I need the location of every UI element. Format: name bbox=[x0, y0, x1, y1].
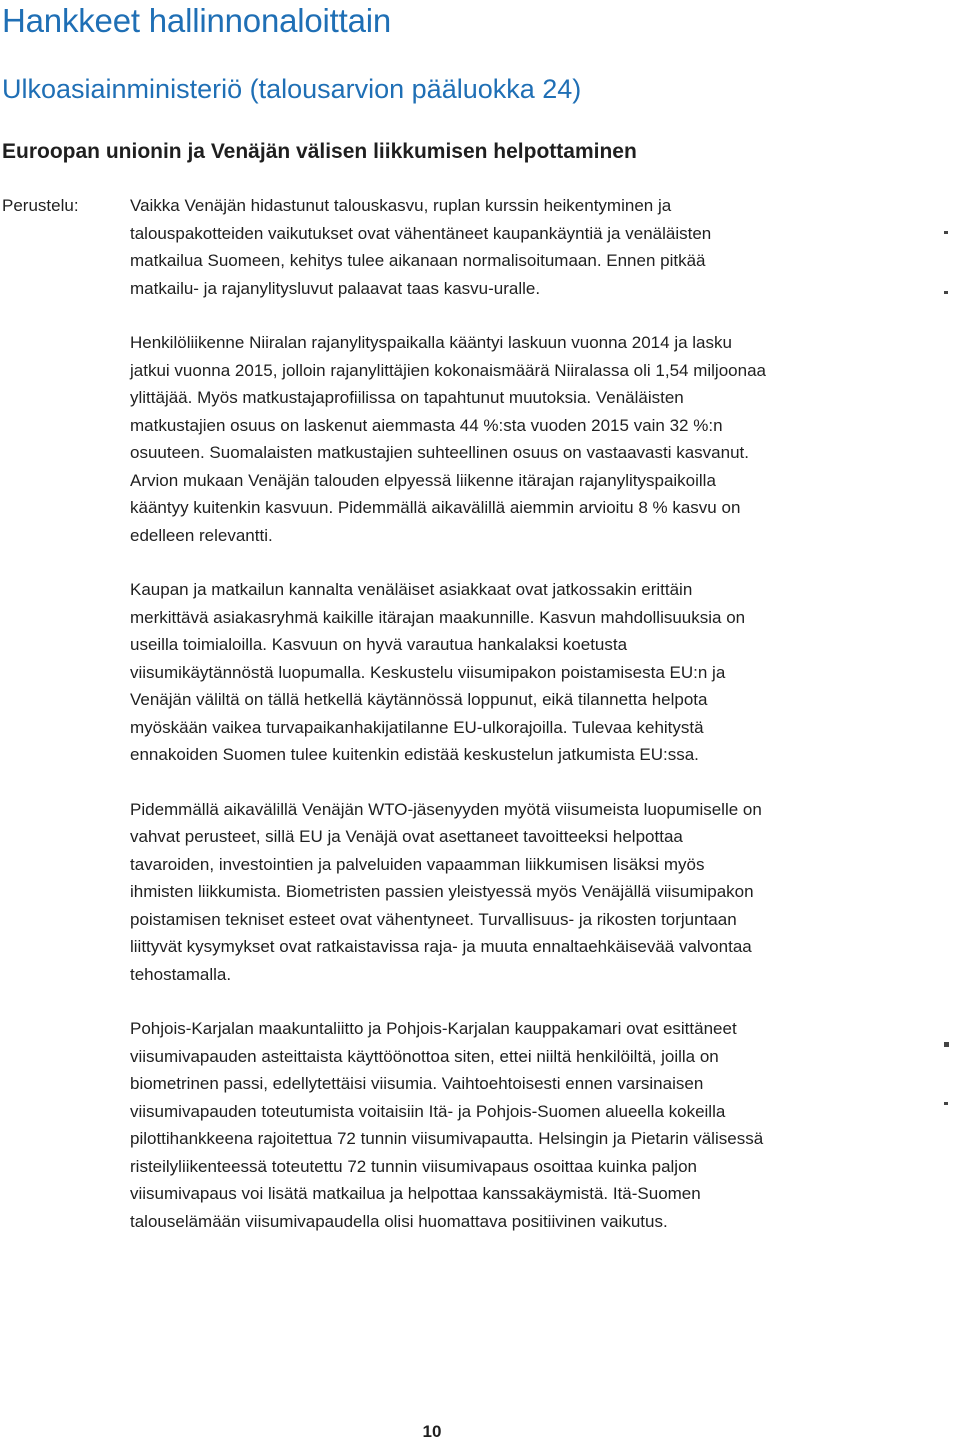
text-line: jatkui vuonna 2015, jolloin rajanylittäjien kokonaismäärä Niiralassa oli 1,54 miljoonaa bbox=[130, 360, 766, 380]
page-title: Hankkeet hallinnonaloittain bbox=[2, 2, 392, 39]
text-line: kääntyy kuitenkin kasvuun. Pidemmällä aikavälillä aiemmin arvioitu 8 % kasvu on bbox=[130, 498, 741, 517]
scan-speck bbox=[944, 231, 948, 234]
scan-speck bbox=[944, 291, 948, 294]
body-text bbox=[130, 192, 870, 1235]
text-line: Henkilöliikenne Niiralan rajanylityspaikalla kääntyi laskuun vuonna 2014 ja lasku bbox=[130, 333, 732, 352]
text-line: viisumivapaus voi lisätä matkailua ja helpottaa kanssakäymistä. Itä-Suomen bbox=[130, 1184, 701, 1203]
text-line: Pohjois-Karjalan maakuntaliitto ja Pohjois-Karjalan kauppakamari ovat esittäneet bbox=[130, 1019, 737, 1038]
text-line: tehostamalla. bbox=[130, 964, 232, 984]
text-line: poistamisen tekniset esteet ovat vähentyneet. Turvallisuus- ja rikosten torjuntaan bbox=[130, 909, 737, 929]
text-line: matkustajien osuus on laskenut aiemmasta 44 %:sta vuoden 2015 vain 32 %:n bbox=[130, 415, 723, 435]
text-line: edelleen relevantti. bbox=[130, 525, 273, 545]
text-line: risteilyliikenteessä toteutettu 72 tunnin viisumivapaus osoittaa kuinka paljon bbox=[130, 1156, 697, 1176]
text-line: useilla toimialoilla. Kasvuun on hyvä varautua hankalaksi koetusta bbox=[130, 635, 628, 654]
text-line: vahvat perusteet, sillä EU ja Venäjä ovat asettaneet tavoitteeksi helpottaa bbox=[130, 827, 683, 846]
text-line: tavaroiden, investointien ja palveluiden vapaamman liikkumisen lisäksi myös bbox=[130, 854, 705, 874]
text-line: viisumikäytännöstä luopumalla. Keskustelu viisumipakon poistamisesta EU:n ja bbox=[130, 662, 726, 682]
text-line: ylittäjää. Myös matkustajaprofiilissa on tapahtunut muutoksia. Venäläisten bbox=[130, 388, 684, 407]
section-label: Perustelu: bbox=[2, 196, 79, 215]
text-line: ihmisten liikkumista. Biometristen passien yleistyessä myös Venäjällä viisumipakon bbox=[130, 882, 754, 901]
paragraph-5 bbox=[130, 1015, 870, 1235]
paragraph-4 bbox=[130, 796, 870, 989]
paragraph-2 bbox=[130, 329, 870, 549]
text-line: Venäjän väliltä on tällä hetkellä käytännössä loppunut, eikä tilannetta helpota bbox=[130, 690, 708, 709]
text-line: talouselämään viisumivapaudella olisi huomattava positiivinen vaikutus. bbox=[130, 1211, 668, 1231]
text-line: ennakoiden Suomen tulee kuitenkin edistää keskustelun jatkumista EU:ssa. bbox=[130, 745, 699, 764]
paragraph-3 bbox=[130, 576, 870, 769]
text-line: pilottihankkeena rajoitettua 72 tunnin viisumivapautta. Helsingin ja Pietarin välisessä bbox=[130, 1129, 764, 1148]
text-line: myöskään vaikea turvapaikanhakijatilanne EU-ulkorajoilla. Tulevaa kehitystä bbox=[130, 717, 704, 737]
text-line: Arvion mukaan Venäjän talouden elpyessä liikenne itärajan rajanylityspaikoilla bbox=[130, 470, 716, 490]
text-line: viisumivapauden toteutumista voitaisiin Itä- ja Pohjois-Suomen alueella kokeilla bbox=[130, 1101, 726, 1121]
text-line: biometrinen passi, edellytettäisi viisumia. Vaihtoehtoisesti ennen varsinaisen bbox=[130, 1074, 704, 1093]
text-line: matkailu- ja rajanylitysluvut palaavat taas kasvu-uralle. bbox=[130, 278, 541, 298]
project-heading: Euroopan unionin ja Venäjän välisen liikkumisen helpottaminen bbox=[2, 140, 637, 163]
text-line: osuuteen. Suomalaisten matkustajien suhteellinen osuus on vastaavasti kasvanut. bbox=[130, 443, 749, 462]
ministry-heading: Ulkoasiainministeriö (talousarvion pääluokka 24) bbox=[2, 74, 582, 104]
page-number: 10 bbox=[422, 1422, 442, 1441]
text-line: merkittävä asiakasryhmä kaikille itärajan maakunnille. Kasvun mahdollisuuksia on bbox=[130, 607, 746, 627]
text-line: Kaupan ja matkailun kannalta venäläiset asiakkaat ovat jatkossakin erittäin bbox=[130, 580, 693, 599]
text-line: Vaikka Venäjän hidastunut talouskasvu, ruplan kurssin heikentyminen ja bbox=[130, 196, 672, 215]
scan-speck bbox=[944, 1102, 948, 1105]
text-line: Pidemmällä aikavälillä Venäjän WTO-jäsenyyden myötä viisumeista luopumiselle on bbox=[130, 799, 762, 819]
paragraph-1 bbox=[130, 192, 870, 302]
text-line: matkailua Suomeen, kehitys tulee aikanaan normalisoitumaan. Ennen pitkää bbox=[130, 251, 706, 270]
text-line: liittyvät kysymykset ovat ratkaistavissa raja- ja muuta ennaltaehkäisevää valvontaa bbox=[130, 937, 752, 956]
scan-speck bbox=[944, 1042, 949, 1047]
text-line: viisumivapauden asteittaista käyttöönottoa siten, ettei niiltä henkilöiltä, joilla on bbox=[130, 1046, 719, 1066]
text-line: talouspakotteiden vaikutukset ovat vähentäneet kaupankäyntiä ja venäläisten bbox=[130, 223, 712, 243]
